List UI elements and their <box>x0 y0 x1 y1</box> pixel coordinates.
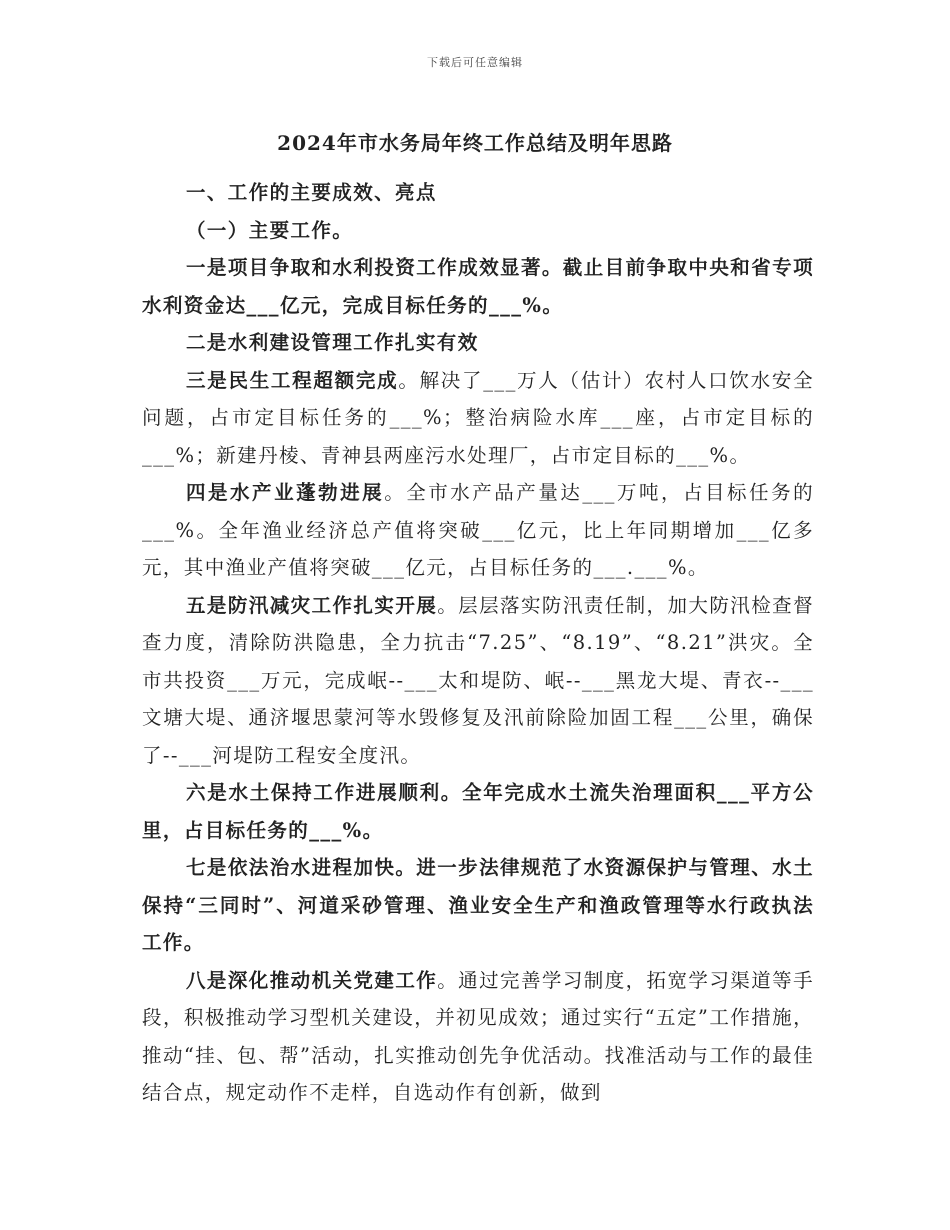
paragraph-lead: 四是水产业蓬勃进展 <box>186 481 385 504</box>
paragraph-lead: 三是民生工程超额完成 <box>186 368 399 392</box>
paragraph-lead: 一、工作的主要成效、亮点 <box>186 181 437 204</box>
paragraph-text: 。全市水产品产量达___万吨，占目标任务的___%。全年渔业经济总产值将突破___亿元，比上年同期增加___亿多元，其中渔业产值将突破___亿元，占目标任务的___.___%。 <box>142 481 814 579</box>
paragraph-lead: （一）主要工作。 <box>186 218 354 242</box>
paragraph-lead: 一是项目争取和水利投资工作成效显著。截止目前争取中央和省专项水利资金达___亿元，完成目标任务的___%。 <box>142 256 814 317</box>
paragraph-lead: 六是水土保持工作进展顺利。全年完成水土流失治理面积___平方公里，占目标任务的___%。 <box>142 781 814 842</box>
page-title: 2024年市水务局年终工作总结及明年思路 <box>277 131 673 155</box>
paragraph-4 <box>142 474 814 587</box>
paragraph-text: 。层层落实防汛责任制，加大防汛检查督查力度，清除防洪隐患，全力抗击“7.25”、“8.19”、“8.21”洪灾。全市共投资___万元，完成岷--___太和堤防、岷--___黑龙大堤、青衣--___文塘大堤、通济堰思蒙河等水毁修复及汛前除险加固工程___公里，确保了--___河堤防工程安全度汛。 <box>142 593 814 767</box>
paragraph-7 <box>142 849 814 962</box>
subsection-heading <box>142 212 814 250</box>
paragraph-3 <box>142 362 814 475</box>
section-heading <box>142 174 814 212</box>
paragraph-8 <box>142 962 814 1112</box>
paragraph-6 <box>142 774 814 849</box>
document-body <box>142 174 814 1112</box>
paragraph-lead: 七是依法治水进程加快。进一步法律规范了水资源保护与管理、水土保持“三同时”、河道采砂管理、渔业安全生产和渔政管理等水行政执法工作。 <box>142 856 814 954</box>
paragraph-5 <box>142 587 814 775</box>
paragraph-text: 。解决了___万人（估计）农村人口饮水安全问题，占市定目标任务的___%；整治病险水库___座，占市定目标的___%；新建丹棱、青神县两座污水处理厂，占市定目标的___%。 <box>142 368 814 467</box>
paragraph-lead: 八是深化推动机关党建工作 <box>186 968 438 992</box>
paragraph-1 <box>142 249 814 324</box>
paragraph-text: 。通过完善学习制度，拓宽学习渠道等手段，积极推动学习型机关建设，并初见成效；通过实行“五定”工作措施，推动“挂、包、帮”活动，扎实推动创先争优活动。找准活动与工作的最佳结合点，规定动作不走样，自选动作有创新，做到 <box>142 968 814 1104</box>
paragraph-lead: 五是防汛减灾工作扎实开展 <box>186 593 438 617</box>
paragraph-2 <box>142 324 814 362</box>
page-header: 下载后可任意编辑 <box>427 56 523 69</box>
paragraph-lead: 二是水利建设管理工作扎实有效 <box>186 331 479 354</box>
